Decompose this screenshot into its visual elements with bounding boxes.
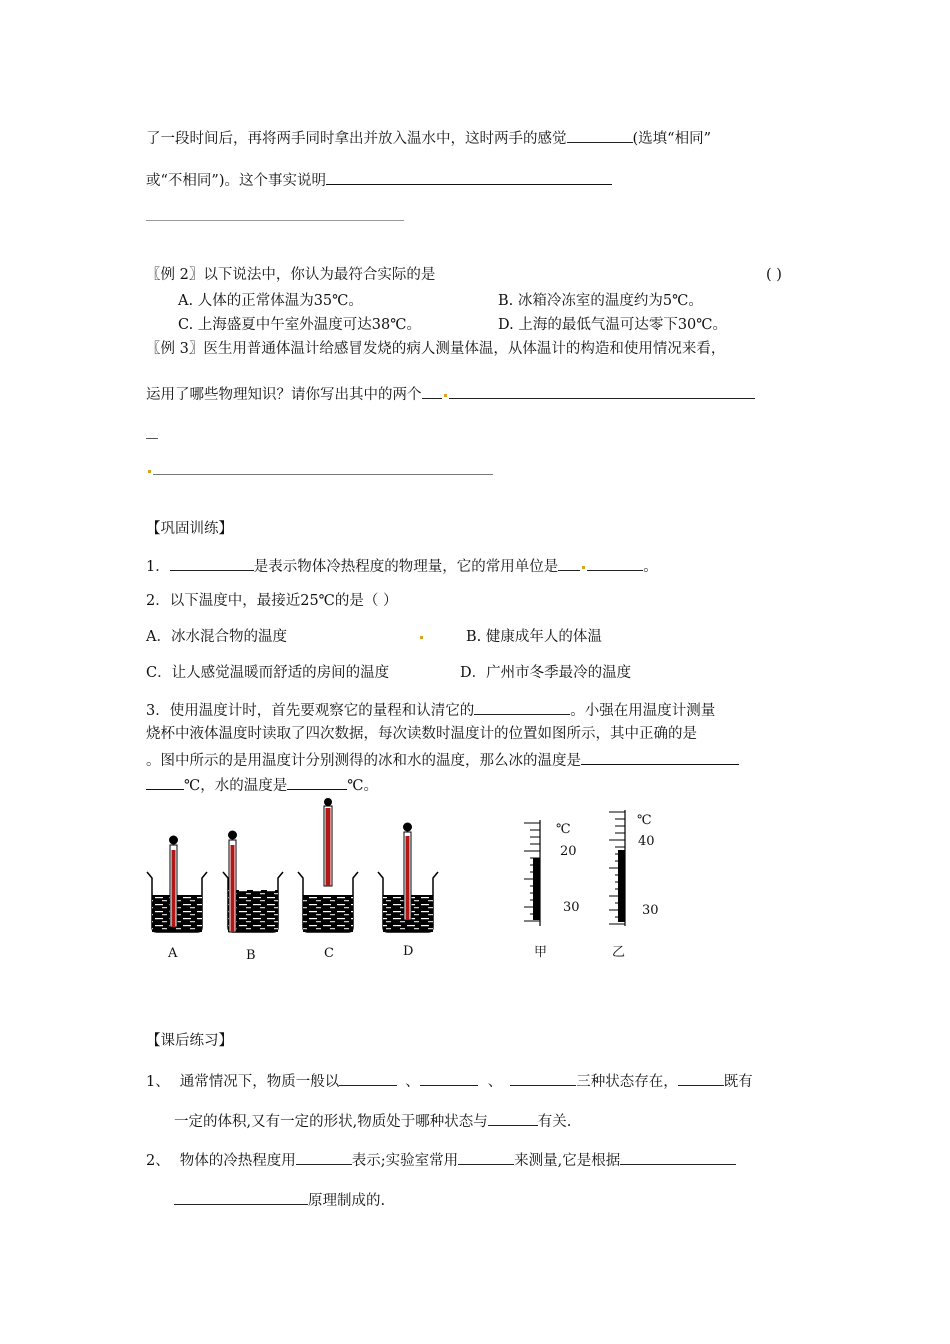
marker-dot: [582, 566, 585, 569]
answer-blank[interactable]: [326, 170, 612, 185]
question-text: 通常情况下，物质一般以: [179, 1074, 340, 1090]
thermometer-jia-unit: ℃: [556, 822, 571, 837]
intro-text: 了一段时间后，再将两手同时拿出并放入温水中，这时两手的感觉: [146, 131, 567, 147]
answer-blank[interactable]: [558, 556, 580, 571]
answer-line[interactable]: [146, 220, 404, 221]
thermometer-d-column: [406, 836, 410, 920]
marker-dot: [148, 470, 151, 473]
example2-option-a[interactable]: A. 人体的正常体温为35℃。: [178, 293, 363, 309]
consolidate-q1: [146, 556, 658, 576]
thermometer-jia-bottom: 30: [563, 900, 580, 915]
consolidate-q2: 2．以下温度中，最接近25℃的是（ ）: [146, 593, 398, 609]
beaker-label-b: B: [246, 948, 256, 963]
question-text: 既有: [723, 1074, 753, 1090]
thermometer-yi-bottom: 30: [642, 903, 659, 918]
beaker-label-d: D: [403, 944, 414, 959]
thermometer-c-column: [326, 808, 331, 886]
thermometer-figure: [0, 790, 950, 990]
question-number: 1．: [146, 559, 170, 575]
thermometer-b-cap: [228, 831, 237, 840]
question-text: 表示;实验室常用: [351, 1153, 459, 1169]
beaker-label-a: A: [168, 946, 178, 961]
marker-dot-row: [418, 628, 425, 646]
thermometer-d-cap: [403, 823, 412, 832]
answer-blank[interactable]: [339, 1071, 397, 1086]
example2-paren: ( ): [766, 267, 782, 283]
example2-option-b[interactable]: B. 冰箱冷冻室的温度约为5℃。: [498, 293, 703, 309]
question-text: 有关.: [537, 1114, 572, 1130]
question-text: 。: [643, 559, 658, 575]
answer-blank[interactable]: [146, 775, 184, 790]
beaker-b: [223, 831, 283, 933]
question-text: ℃，水的温度是: [184, 778, 288, 794]
intro-line-1: [146, 128, 711, 148]
homework-heading: 【课后练习】: [146, 1033, 233, 1049]
thermometer-jia-label: 甲: [534, 945, 548, 960]
answer-line[interactable]: [146, 438, 158, 439]
intro-text: 或“不相同”)。这个事实说明: [146, 173, 326, 189]
beaker-d: [378, 823, 438, 933]
question-text: 、: [487, 1074, 503, 1090]
answer-blank[interactable]: [287, 775, 347, 790]
answer-blank[interactable]: [567, 128, 633, 143]
answer-blank[interactable]: [587, 556, 643, 571]
answer-blank[interactable]: [488, 1111, 538, 1126]
question-text: 。小强在用温度计测量: [570, 703, 716, 719]
answer-blank[interactable]: [420, 1071, 478, 1086]
question-text: 来测量,它是根据: [514, 1153, 621, 1169]
answer-blank[interactable]: [620, 1150, 736, 1165]
thermometer-c-cap: [324, 798, 332, 806]
answer-blank[interactable]: [678, 1071, 724, 1086]
thermometer-yi-unit: ℃: [637, 813, 652, 828]
answer-blank[interactable]: [170, 556, 254, 571]
intro-text: (选填“相同”: [632, 131, 711, 147]
question-text: 三种状态存在，: [576, 1074, 678, 1090]
homework-q1-line-1: [146, 1071, 753, 1091]
thermometer-yi-column: [618, 850, 625, 922]
homework-q1-line-2: [174, 1111, 571, 1131]
q2-option-c[interactable]: C．让人感觉温暖而舒适的房间的温度: [146, 665, 390, 681]
consolidate-q3-line-3: [146, 750, 739, 770]
intro-line-2: [146, 170, 612, 190]
answer-blank[interactable]: [510, 1071, 576, 1086]
answer-blank[interactable]: [474, 700, 570, 715]
example3-stem: 〖例 3〗医生用普通体温计给感冒发烧的病人测量体温，从体温计的构造和使用情况来看，: [146, 341, 726, 357]
example3-line-2: [146, 384, 755, 404]
beaker-c-liquid: [303, 895, 353, 932]
question-text: 原理制成的.: [308, 1193, 386, 1209]
question-text: 物体的冷热程度用: [179, 1153, 296, 1169]
beaker-c: [298, 798, 358, 932]
beaker-label-c: C: [324, 946, 334, 961]
thermometer-yi: [609, 810, 625, 926]
thermometer-yi-top: 40: [638, 834, 655, 849]
answer-blank[interactable]: [153, 460, 493, 475]
marker-dot: [420, 636, 423, 639]
q2-option-a[interactable]: A．冰水混合物的温度: [146, 629, 287, 645]
q2-option-b[interactable]: B. 健康成年人的体温: [466, 629, 602, 645]
answer-blank[interactable]: [174, 1190, 308, 1205]
answer-blank[interactable]: [296, 1150, 352, 1165]
answer-blank[interactable]: [458, 1150, 514, 1165]
thermometer-jia-column: [533, 858, 540, 920]
answer-blank[interactable]: [581, 750, 739, 765]
answer-blank[interactable]: [449, 384, 755, 399]
question-text: 。图中所示的是用温度计分别测得的冰和水的温度，那么冰的温度是: [146, 753, 581, 769]
thermometer-jia: [524, 820, 540, 926]
example2-option-c[interactable]: C. 上海盛夏中午室外温度可达38℃。: [178, 317, 421, 333]
q2-option-d[interactable]: D．广州市冬季最冷的温度: [460, 665, 632, 681]
answer-blank[interactable]: [422, 384, 442, 399]
beaker-a: [147, 836, 207, 933]
example3-text: 运用了哪些物理知识？请你写出其中的两个: [146, 387, 422, 403]
thermometer-b-column: [231, 845, 235, 932]
question-text: 、: [405, 1074, 420, 1090]
example3-line-3: [146, 460, 493, 480]
question-number: 2、: [146, 1153, 170, 1169]
question-text: 3．使用温度计时，首先要观察它的量程和认清它的: [146, 703, 475, 719]
marker-dot: [444, 394, 447, 397]
thermometer-a-cap: [169, 836, 178, 845]
example2-option-d[interactable]: D. 上海的最低气温可达零下30℃。: [498, 317, 727, 333]
thermometer-a-column: [172, 850, 176, 927]
question-text: ℃。: [347, 778, 378, 794]
question-text: 是表示物体冷热程度的物理量，它的常用单位是: [253, 559, 559, 575]
question-number: 1、: [146, 1074, 170, 1090]
question-text: 一定的体积,又有一定的形状,物质处于哪种状态与: [174, 1114, 488, 1130]
consolidate-heading: 【巩固训练】: [146, 521, 233, 537]
consolidate-q3-line-1: [146, 700, 715, 720]
thermometer-yi-label: 乙: [612, 945, 626, 960]
thermometer-jia-top: 20: [560, 844, 577, 859]
consolidate-q3-line-2: 烧杯中液体温度时读取了四次数据，每次读数时温度计的位置如图所示，其中正确的是: [146, 726, 697, 742]
homework-q2-line-1: [146, 1150, 736, 1170]
example2-stem: 〖例 2〗以下说法中，你认为最符合实际的是: [146, 267, 436, 283]
homework-q2-line-2: [174, 1190, 385, 1210]
